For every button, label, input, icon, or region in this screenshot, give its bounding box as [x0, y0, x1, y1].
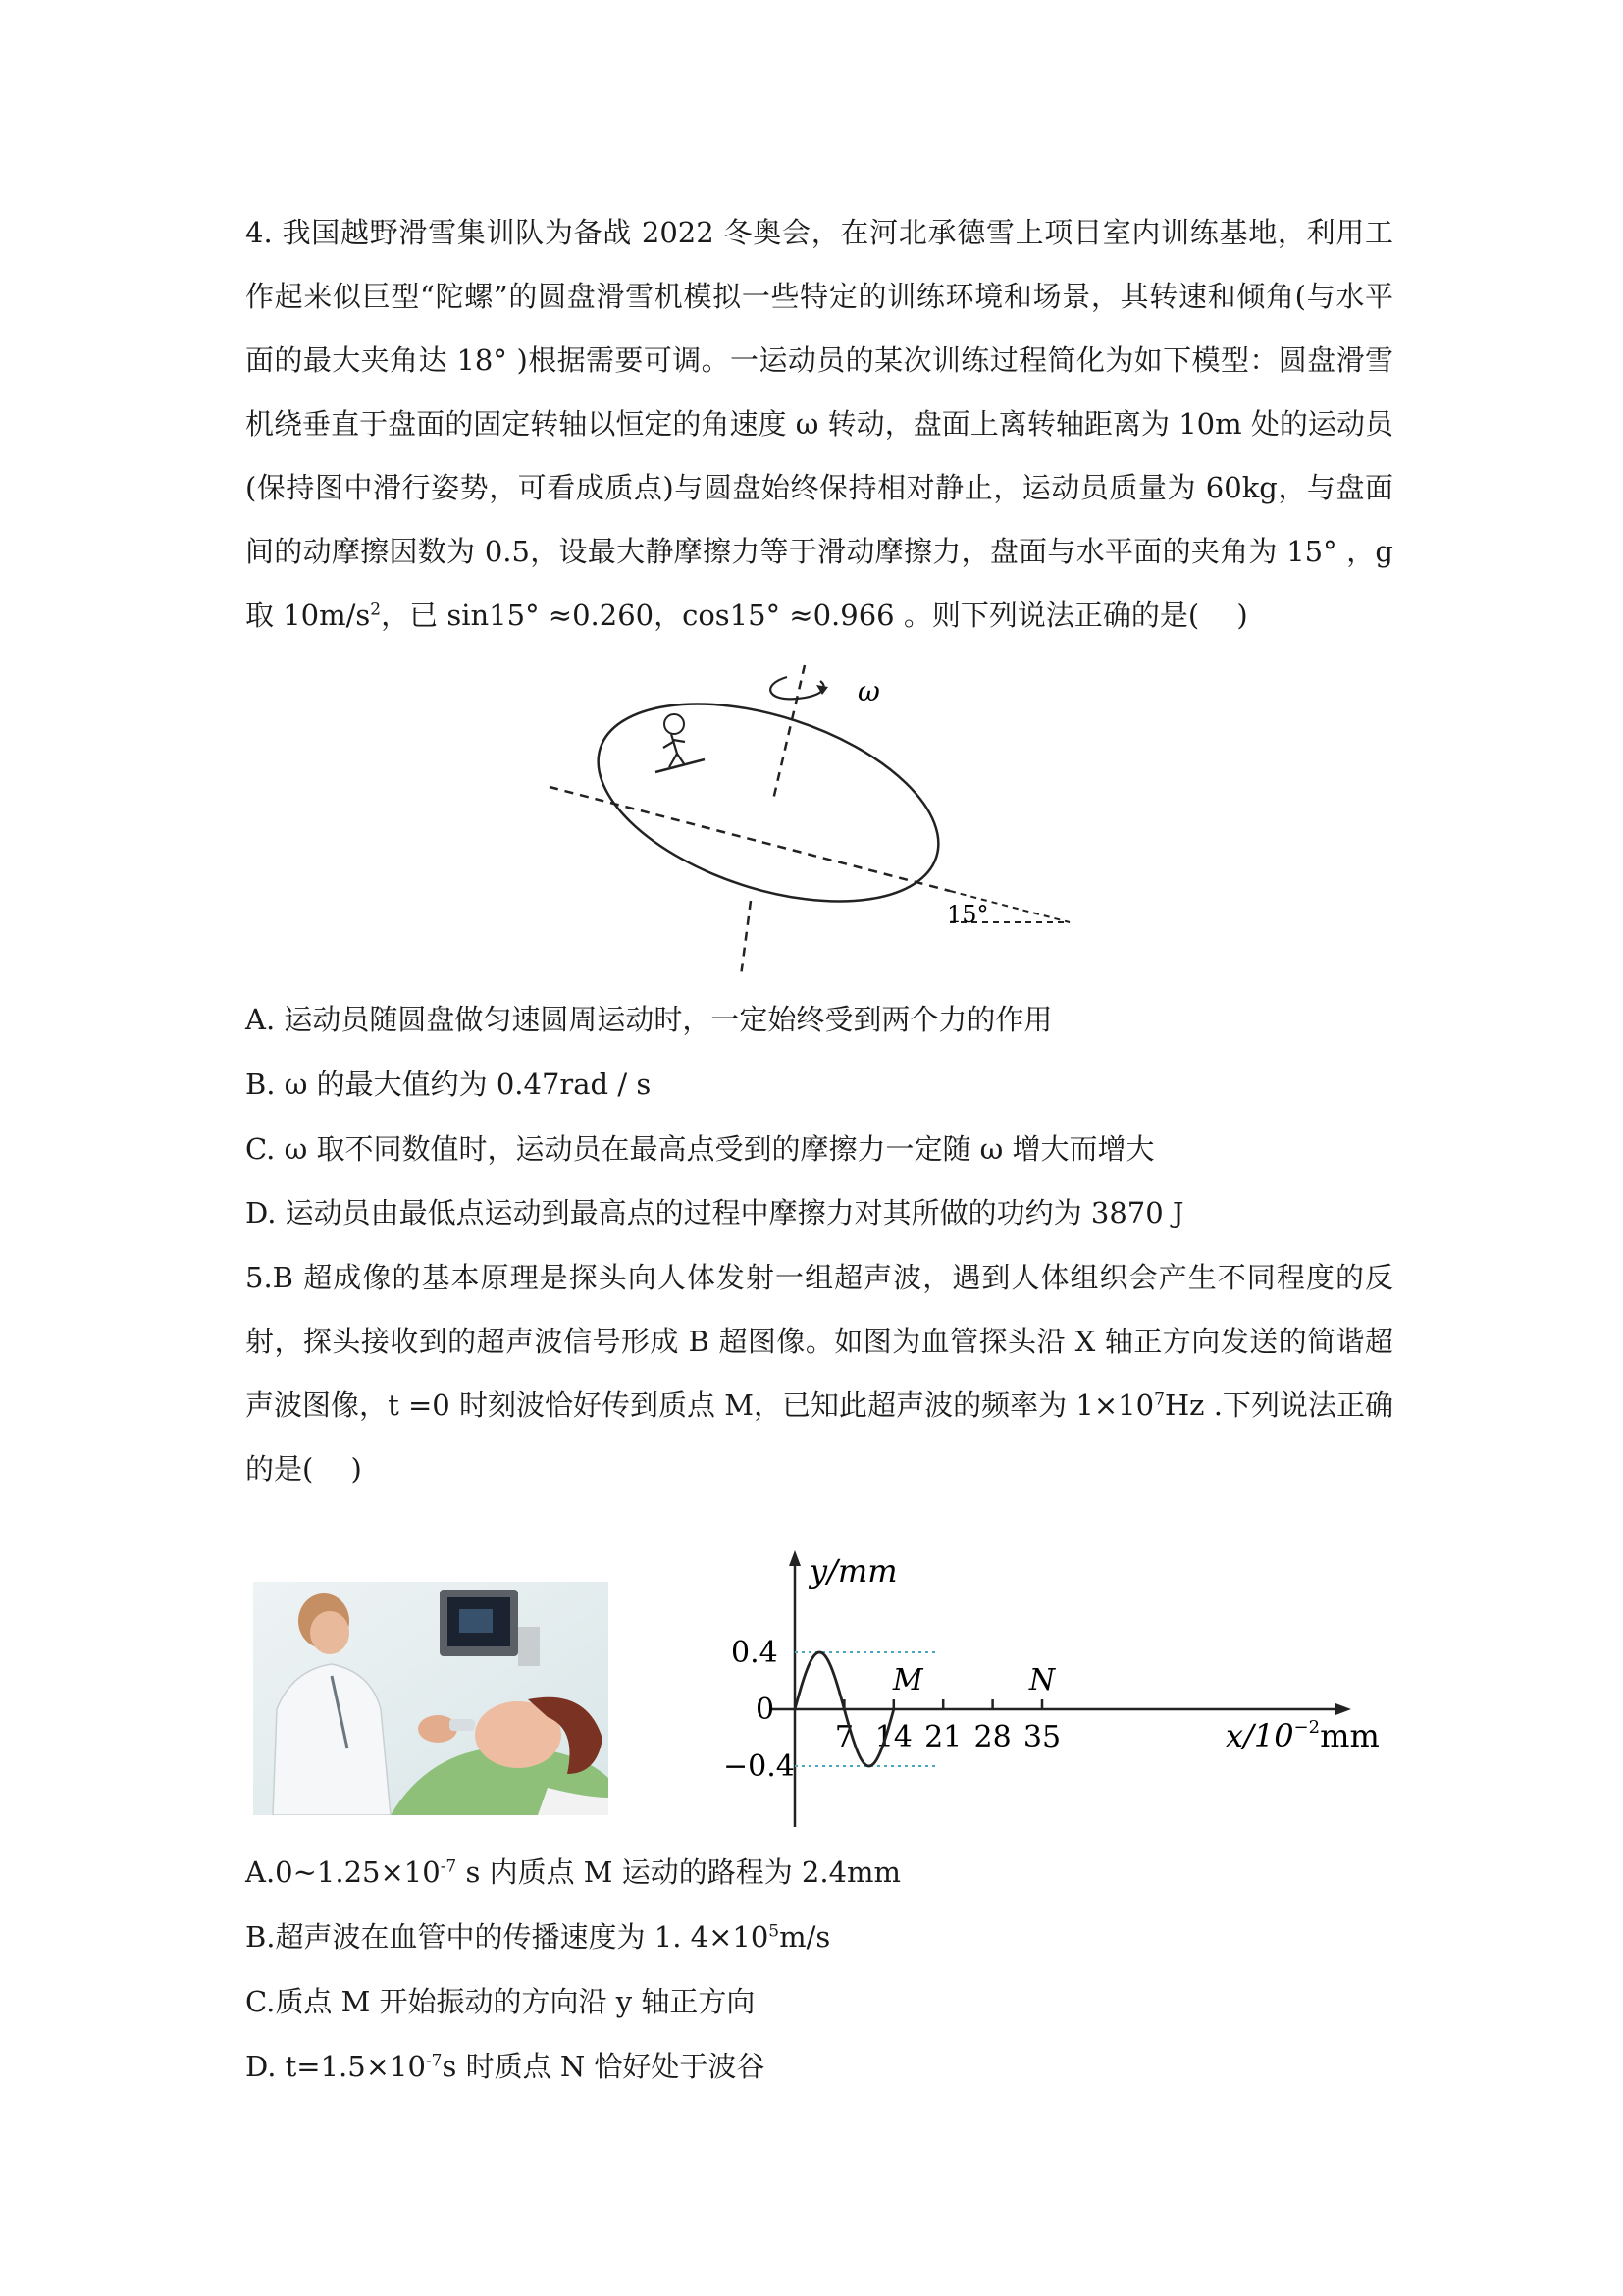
q5-option-b-post: m/s — [779, 1920, 831, 1954]
q5-option-d-sup: -7 — [425, 2051, 443, 2071]
x-axis-label-unit: mm — [1320, 1717, 1380, 1754]
angle-label: 15° — [947, 901, 989, 928]
x-tick-label-14: 14 — [874, 1720, 913, 1754]
q4-stem-sup: 2 — [370, 600, 382, 620]
x-axis-label — [1226, 1717, 1380, 1754]
point-n-label: N — [1028, 1663, 1056, 1697]
q5-option-b-sup: 5 — [768, 1921, 780, 1942]
q5-option-d — [245, 2047, 764, 2086]
x-axis-label-text: x/10 — [1226, 1717, 1294, 1754]
ultrasound-photo — [253, 1582, 608, 1815]
q5-option-a-pre: A.0~1.25×10 — [245, 1855, 441, 1889]
rotation-axis-top — [773, 665, 805, 800]
q5-option-b — [245, 1917, 830, 1957]
x-axis-arrow — [1335, 1703, 1351, 1715]
y-axis-label — [808, 1552, 898, 1590]
q4-option-a: A. 运动员随圆盘做匀速圆周运动时，一定始终受到两个力的作用 — [245, 1003, 1053, 1036]
q5-option-d-pre: D. t=1.5×10 — [245, 2050, 426, 2083]
x-tick-label-21: 21 — [924, 1720, 963, 1754]
y-axis-arrow — [789, 1550, 801, 1566]
x-tick-label-28: 28 — [973, 1720, 1012, 1754]
disc-diameter-line — [550, 787, 950, 891]
q4-stem-text: 4. 我国越野滑雪集训队为备战 2022 冬奥会，在河北承德雪上项目室内训练基地，利用工作起来似巨型“陀螺”的圆盘滑雪机模拟一些特定的训练环境和场景，其转速和倾角(与水平面的最大夹角达 18° )根据需要可调。一运动员的某次训练过程简化为如下模型：圆盘滑雪机绕垂直于盘面的固定转轴以恒定的角速度 ω 转动，盘面上离转轴距离为 10m 处的运动员(保持图中滑行姿势，可看成质点)与圆盘始终保持相对静止，运动员质量为 60kg，与盘面间的动摩擦因数为 0.5，设最大静摩擦力等于滑动摩擦力，盘面与水平面的夹角为 15° ，g 取 10m/s — [245, 216, 1393, 632]
q5-option-a — [245, 1852, 901, 1892]
y-tick-0-4: 0.4 — [731, 1636, 778, 1670]
q5-stem-text: 5.B 超成像的基本原理是探头向人体发射一组超声波，遇到人体组织会产生不同程度的反射，探头接收到的超声波信号形成 B 超图像。如图为血管探头沿 X 轴正方向发送的简谐超声波图像，t =0 时刻波恰好传到质点 M，已知此超声波的频率为 1×10 — [245, 1261, 1393, 1422]
q5-option-d-post: s 时质点 N 恰好处于波谷 — [442, 2050, 765, 2083]
q5-option-a-sup: -7 — [440, 1856, 457, 1877]
skier-icon — [655, 714, 705, 772]
q5-stem-end: Hz .下列说法正确的是( ) — [245, 1388, 1393, 1486]
rotation-arrow — [770, 677, 824, 699]
rotation-axis-bottom — [741, 901, 751, 976]
q5-stem — [245, 1246, 1393, 1501]
x-tick-label-35: 35 — [1022, 1720, 1062, 1754]
disc-ellipse — [574, 666, 964, 940]
q4-option-b: B. ω 的最大值约为 0.47rad / s — [245, 1068, 652, 1101]
q5-wave-graph — [711, 1542, 1398, 1837]
omega-label: ω — [858, 675, 880, 707]
y-tick-neg-0-4: −0.4 — [723, 1749, 795, 1784]
q4-stem-end: ，已 sin15° ≈0.260，cos15° ≈0.966 。则下列说法正确的是( ) — [381, 599, 1248, 632]
y-axis-label-text: y/mm — [810, 1552, 898, 1590]
q5-option-a-post: s 内质点 M 运动的路程为 2.4mm — [456, 1855, 902, 1889]
y-tick-0: 0 — [756, 1693, 775, 1727]
q4-option-d: D. 运动员由最低点运动到最高点的过程中摩擦力对其所做的功约为 3870 J — [245, 1196, 1184, 1229]
q4-stem — [245, 201, 1393, 648]
q4-disc-figure — [540, 657, 1089, 981]
q5-option-b-pre: B.超声波在血管中的传播速度为 1. 4×10 — [245, 1920, 769, 1954]
x-tick-label-7: 7 — [834, 1720, 854, 1754]
q5-stem-sup: 7 — [1154, 1389, 1165, 1410]
x-axis-label-sup: −2 — [1293, 1717, 1321, 1738]
point-m-label: M — [892, 1663, 923, 1697]
q5-option-c: C.质点 M 开始振动的方向沿 y 轴正方向 — [245, 1985, 756, 2018]
q4-option-c: C. ω 取不同数值时，运动员在最高点受到的摩擦力一定随 ω 增大而增大 — [245, 1132, 1155, 1166]
